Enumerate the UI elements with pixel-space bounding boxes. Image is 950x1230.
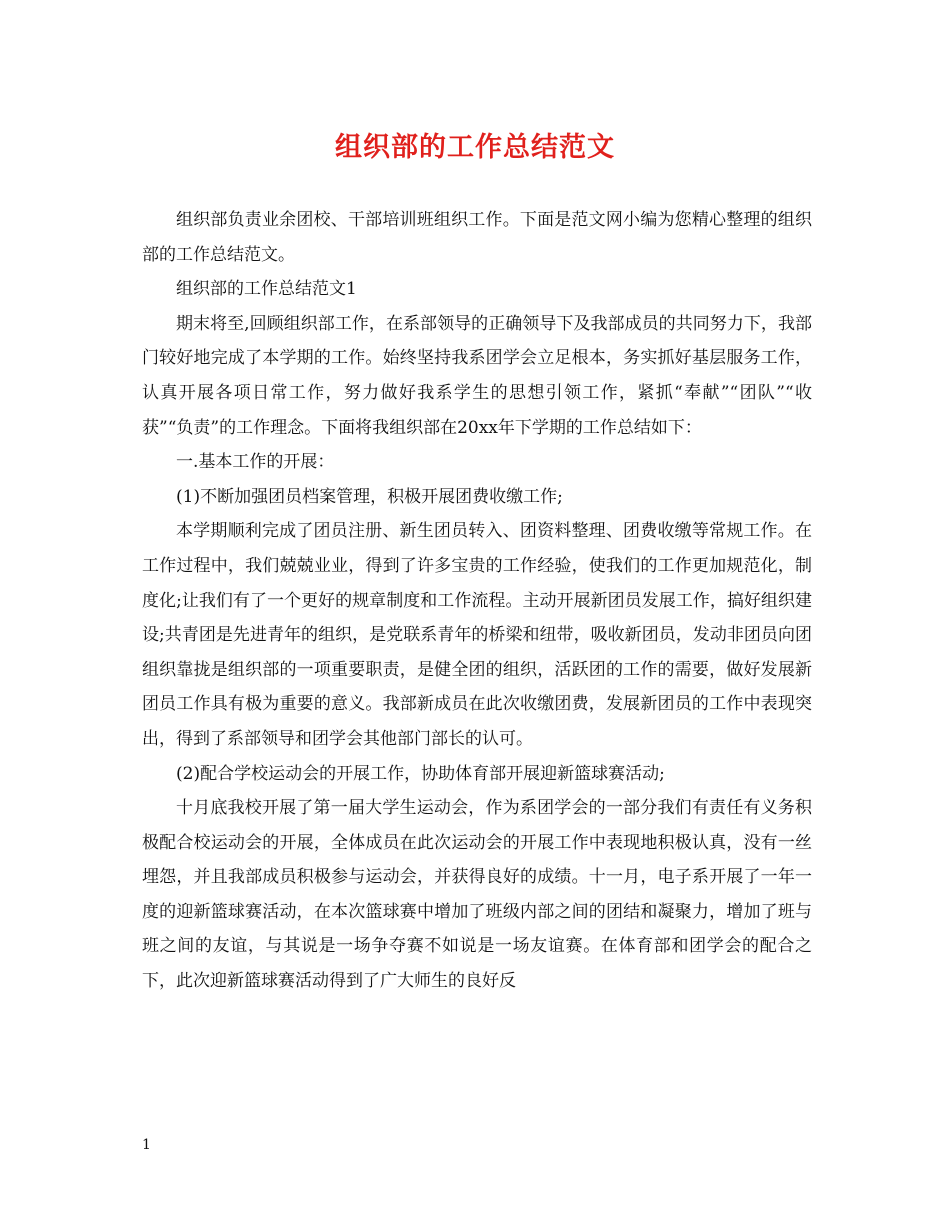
paragraph-intro: 组织部负责业余团校、干部培训班组织工作。下面是范文网小编为您精心整理的组织部的工作总结范文。	[142, 210, 812, 265]
paragraph-item-1-heading: (1)不断加强团员档案管理，积极开展团费收缴工作;	[176, 486, 563, 507]
page-number: 1	[142, 1137, 151, 1153]
paragraph-item-1-body: 本学期顺利完成了团员注册、新生团员转入、团资料整理、团费收缴等常规工作。在工作过程中，我们兢兢业业，得到了许多宝贵的工作经验，使我们的工作更加规范化，制度化;让我们有了一个更好的规章制度和工作流程。主动开展新团员发展工作，搞好组织建设;共青团是先进青年的组织，是党联系青年的桥梁和纽带，吸收新团员，发动非团员向团组织靠拢是组织部的一项重要职责，是健全团的组织，活跃团的工作的需要，做好发展新团员工作具有极为重要的意义。我部新成员在此次收缴团费，发展新团员的工作中表现突出，得到了系部领导和团学会其他部门部长的认可。	[142, 521, 812, 749]
paragraph-overview: 期末将至,回顾组织部工作，在系部领导的正确领导下及我部成员的共同努力下，我部门较好地完成了本学期的工作。始终坚持我系团学会立足根本，务实抓好基层服务工作，认真开展各项日常工作，努力做好我系学生的思想引领工作，紧抓“奉献”“团队”“收获”“负责”的工作理念。下面将我组织部在20xx年下学期的工作总结如下：	[142, 313, 812, 438]
paragraph-basic-work-heading: 一.基本工作的开展：	[176, 452, 335, 473]
paragraph-item-2-body: 十月底我校开展了第一届大学生运动会，作为系团学会的一部分我们有责任有义务积极配合校运动会的开展，全体成员在此次运动会的开展工作中表现地积极认真，没有一丝埋怨，并且我部成员积极参与运动会，并获得良好的成绩。十一月，电子系开展了一年一度的迎新篮球赛活动，在本次篮球赛中增加了班级内部之间的团结和凝聚力，增加了班与班之间的友谊，与其说是一场争夺赛不如说是一场友谊赛。在体育部和团学会的配合之下，此次迎新篮球赛活动得到了广大师生的良好反	[142, 798, 812, 992]
paragraph-section-heading: 组织部的工作总结范文1	[176, 279, 357, 300]
document-title: 组织部的工作总结范文	[335, 132, 615, 163]
paragraph-item-2-heading: (2)配合学校运动会的开展工作，协助体育部开展迎新篮球赛活动;	[176, 763, 665, 784]
document-body	[142, 203, 812, 999]
